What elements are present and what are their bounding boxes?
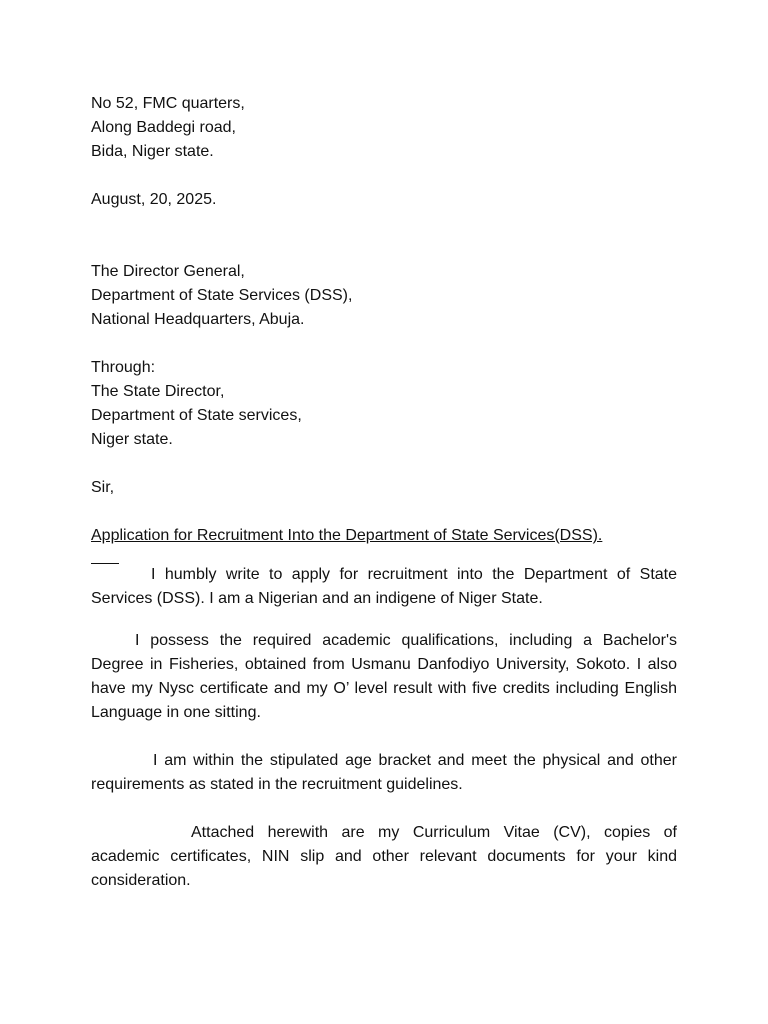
through-address — [91, 356, 677, 452]
recipient-address — [91, 260, 677, 332]
recipient-address-line: National Headquarters, Abuja. — [91, 311, 305, 328]
body-paragraph-1: I humbly write to apply for recruitment into the Department of State Services (DSS). I am a Nigerian and an indigene of Niger State. — [91, 566, 677, 607]
sender-address — [91, 92, 677, 164]
letter-date: August, 20, 2025. — [91, 191, 217, 208]
sender-address-line: Bida, Niger state. — [91, 143, 214, 160]
body-paragraph-4: Attached herewith are my Curriculum Vitae (CV), copies of academic certificates, NIN slip and other relevant documents for your kind consideration. — [91, 824, 677, 889]
sender-address-line: No 52, FMC quarters, — [91, 95, 245, 112]
letter-page — [91, 92, 677, 893]
salutation: Sir, — [91, 479, 115, 496]
through-address-line: Niger state. — [91, 431, 173, 448]
through-label: Through: — [91, 359, 156, 376]
through-address-line: Department of State services, — [91, 407, 302, 424]
subject-line: Application for Recruitment Into the Department of State Services(DSS). — [91, 527, 603, 544]
sender-address-line: Along Baddegi road, — [91, 119, 236, 136]
recipient-address-line: Department of State Services (DSS), — [91, 287, 353, 304]
body-paragraph-2: I possess the required academic qualifications, including a Bachelor's Degree in Fisheries, obtained from Usmanu Danfodiyo University, Sokoto. I also have my Nysc certificate and my O’ level result with five credits including English Language in one sitting. — [91, 632, 677, 721]
body-paragraph-3: I am within the stipulated age bracket and meet the physical and other requirements as stated in the recruitment guidelines. — [91, 752, 677, 793]
through-address-line: The State Director, — [91, 383, 225, 400]
recipient-address-line: The Director General, — [91, 263, 245, 280]
